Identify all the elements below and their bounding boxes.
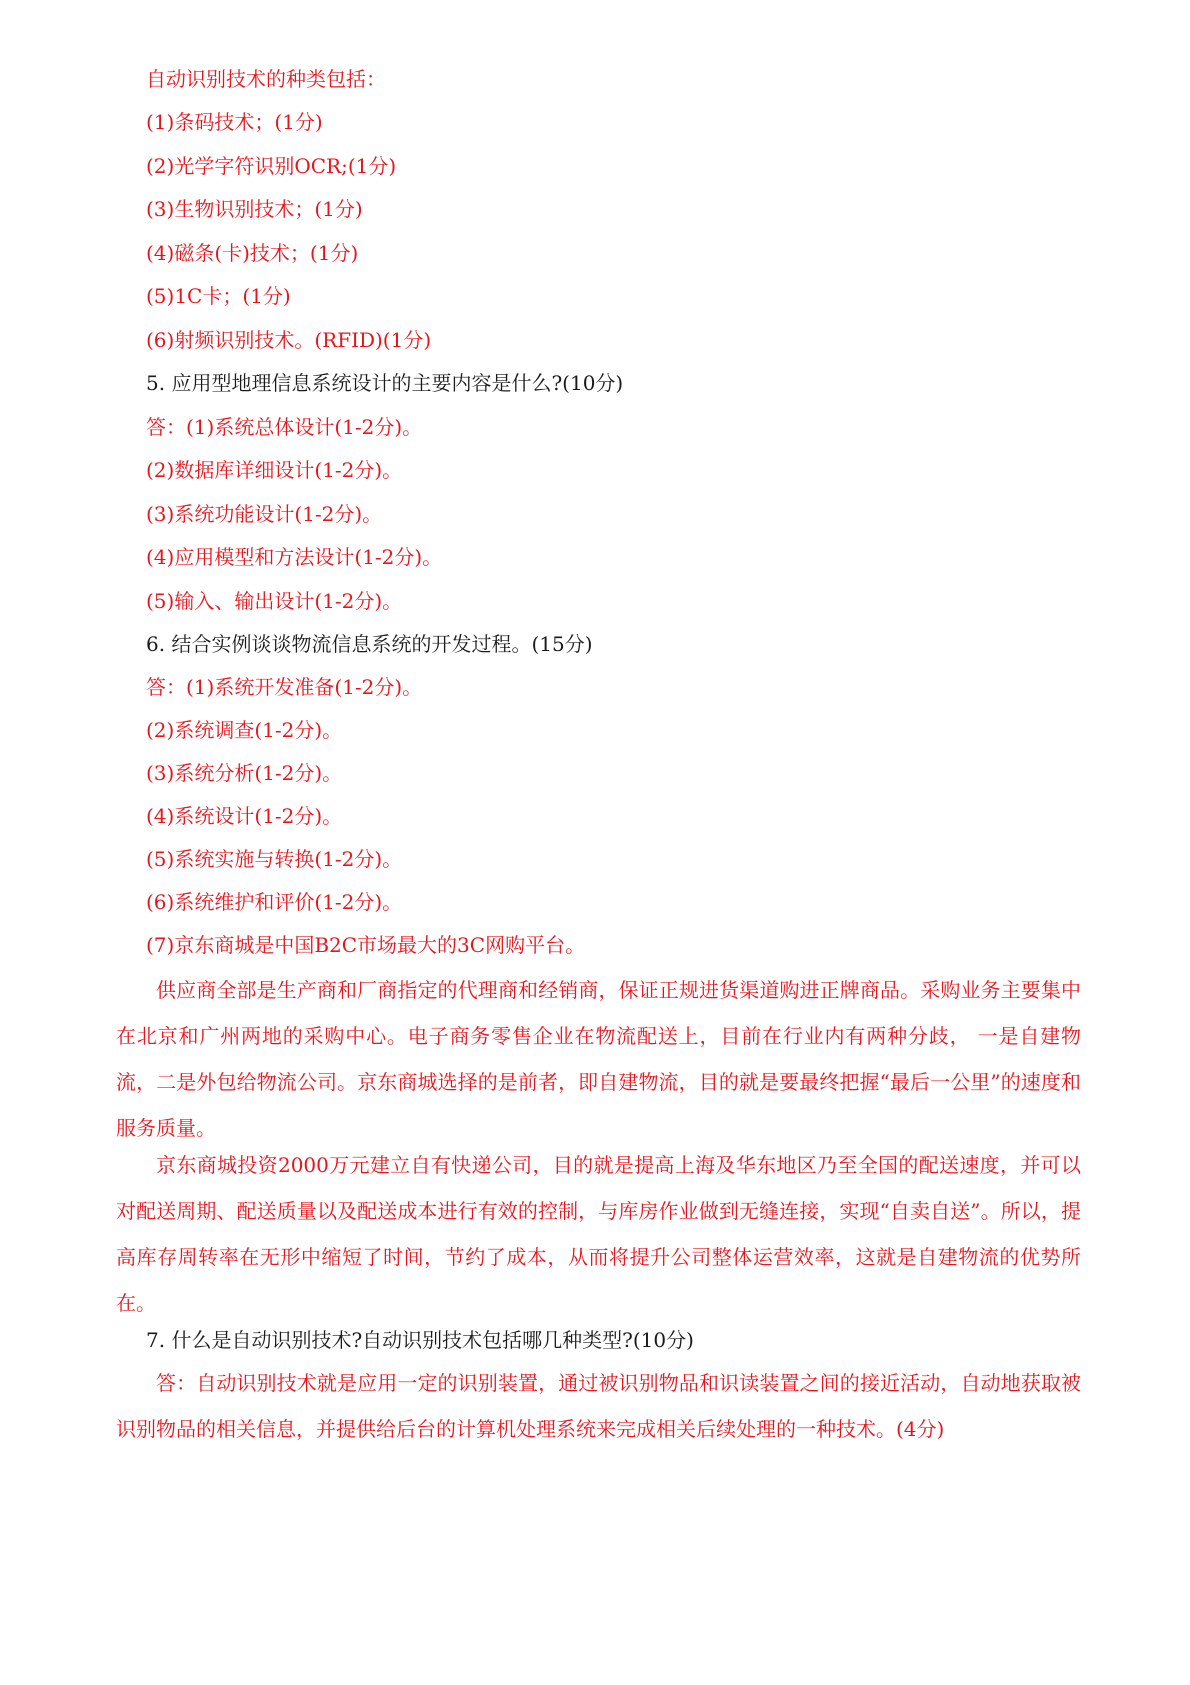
answer-5-line-4: (4)应用模型和方法设计(1-2分)。: [146, 545, 443, 569]
answer-line-magnetic: (4)磁条(卡)技术；(1分): [146, 241, 359, 265]
answer-6-line-5: (5)系统实施与转换(1-2分)。: [146, 847, 403, 871]
answer-6-line-2: (2)系统调查(1-2分)。: [146, 718, 343, 742]
answer-line-rfid: (6)射频识别技术。(RFID)(1分): [146, 328, 432, 352]
answer-6-line-3: (3)系统分析(1-2分)。: [146, 761, 343, 785]
answer-5-line-3: (3)系统功能设计(1-2分)。: [146, 502, 383, 526]
answer-line-ic-card: (5)1C卡；(1分): [146, 284, 291, 308]
answer-6-line-6: (6)系统维护和评价(1-2分)。: [146, 890, 403, 914]
question-7: 7. 什么是自动识别技术?自动识别技术包括哪几种类型?(10分): [146, 1328, 694, 1352]
answer-6-line-4: (4)系统设计(1-2分)。: [146, 804, 343, 828]
answer-line-biometric: (3)生物识别技术；(1分): [146, 197, 363, 221]
answer-6-paragraph-1: 供应商全部是生产商和厂商指定的代理商和经销商，保证正规进货渠道购进正牌商品。采购业务主要集中在北京和广州两地的采购中心。电子商务零售企业在物流配送上，目前在行业内有两种分歧， 一是自建物流，二是外包给物流公司。京东商城选择的是前者，即自建物流，目的就是要最终把握“最后一公里”的速度和服务质量。: [116, 978, 1081, 1140]
answer-line-types-intro: 自动识别技术的种类包括：: [146, 67, 386, 91]
answer-5-line-5: (5)输入、输出设计(1-2分)。: [146, 589, 403, 613]
answer-7-paragraph: 答：自动识别技术就是应用一定的识别装置，通过被识别物品和识读装置之间的接近活动，自动地获取被识别物品的相关信息，并提供给后台的计算机处理系统来完成相关后续处理的一种技术。(4分): [116, 1371, 1081, 1441]
answer-5-line-2: (2)数据库详细设计(1-2分)。: [146, 458, 403, 482]
answer-line-ocr: (2)光学字符识别OCR;(1分): [146, 154, 397, 178]
answer-line-barcode: (1)条码技术；(1分): [146, 110, 323, 134]
question-5: 5. 应用型地理信息系统设计的主要内容是什么?(10分): [146, 371, 624, 395]
answer-5-line-1: 答：(1)系统总体设计(1-2分)。: [146, 415, 423, 439]
answer-6-line-1: 答：(1)系统开发准备(1-2分)。: [146, 675, 423, 699]
question-6: 6. 结合实例谈谈物流信息系统的开发过程。(15分): [146, 632, 593, 656]
answer-6-paragraph-2: 京东商城投资2000万元建立自有快递公司，目的就是提高上海及华东地区乃至全国的配送速度，并可以对配送周期、配送质量以及配送成本进行有效的控制，与库房作业做到无缝连接，实现“自卖自送”。所以，提高库存周转率在无形中缩短了时间，节约了成本，从而将提升公司整体运营效率，这就是自建物流的优势所在。: [116, 1153, 1081, 1315]
answer-6-line-7: (7)京东商城是中国B2C市场最大的3C网购平台。: [146, 933, 586, 957]
